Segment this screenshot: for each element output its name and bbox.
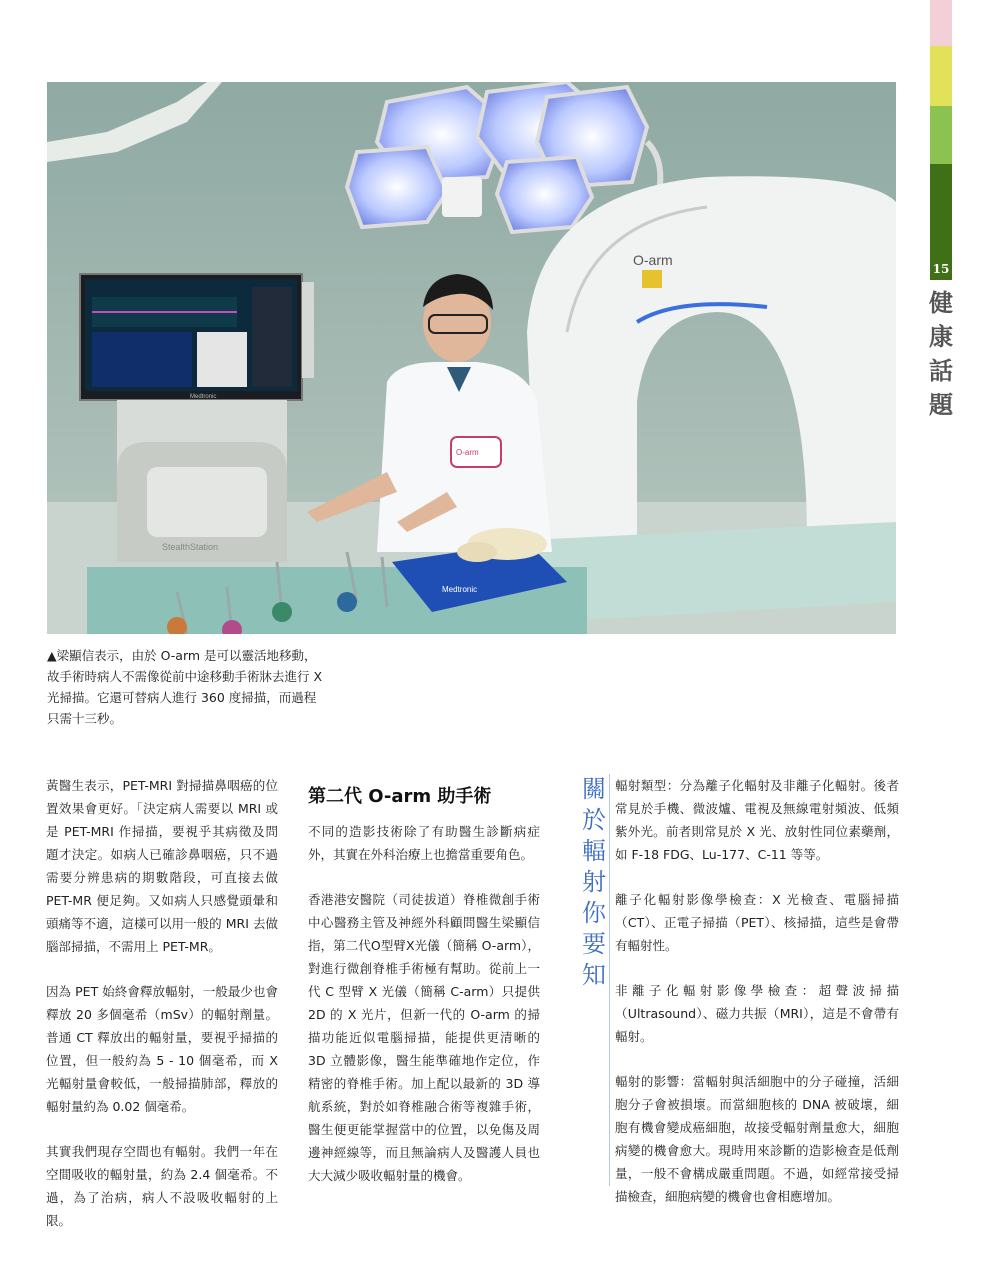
paragraph: 其實我們現存空間也有輻射。我們一年在空間吸收的輻射量，約為 2.4 個毫希。不過，為了治病，病人不設吸收輻射的上限。 (46, 1144, 278, 1228)
page-number: 15 (930, 258, 952, 280)
color-tab-pink (930, 0, 952, 46)
info-box-divider (609, 774, 610, 1186)
info-box-title-char: 你 (582, 899, 606, 927)
operating-room-illustration (47, 82, 896, 634)
section-title-char: 題 (929, 390, 953, 419)
color-tab-dark-green (930, 164, 952, 258)
info-box-title-char: 於 (582, 806, 606, 834)
color-tab-yellow (930, 46, 952, 106)
o-arm-gantry-label: O-arm (633, 252, 673, 268)
paragraph: 輻射的影響：當輻射與活細胞中的分子碰撞，活細胞分子會被損壞。而當細胞核的 DNA 被破壞，細胞有機會變成癌細胞，故接受輻射劑量愈大，細胞病變的機會愈大。現時用來診斷的造影檢查是低劑量，一般不會構成嚴重問題。不過，如經常接受掃描檢查，細胞病變的機會也會相應增加。 (615, 1074, 899, 1204)
photo-caption: ▲梁顯信表示，由於 O-arm 是可以靈活地移動，故手術時病人不需像從前中途移動手術牀去進行 X 光掃描。它還可替病人進行 360 度掃描，而過程只需十三秒。 (47, 648, 323, 726)
info-box-title-char: 輻 (582, 837, 606, 865)
paragraph: 因為 PET 始終會釋放輻射，一般最少也會釋放 20 多個毫希（mSv）的輻射劑量。普通 CT 釋放出的輻射量，要視乎掃描的位置，但一般約為 5 - 10 個毫希，而 X 光輻射量會較低，一般掃描肺部，釋放的輻射量約為 0.02 個毫希。 (46, 984, 278, 1114)
color-tab-light-green (930, 106, 952, 164)
section-heading: 第二代 O-arm 助手術 (308, 786, 492, 807)
paragraph: 香港港安醫院（司徒拔道）脊椎微創手術中心醫務主管及神經外科顧問醫生梁顯信指，第二代O型臂X光儀（簡稱 O-arm），對進行微創脊椎手術極有幫助。從前上一代 C 型臂 X 光儀（簡稱 C-arm）只提供 2D 的 X 光片，但新一代的 O-arm 的掃描功能近似電腦掃描，能提供更清晰的 3D 立體影像，醫生能準確地作定位，作精密的脊椎手術。加上配以最新的 3D 導航系統，對於如脊椎融合術等複雜手術，醫生便更能掌握當中的位置，以免傷及周邊神經線等，而且無論病人及醫護人員也大大減少吸收輻射量的機會。 (308, 892, 540, 1183)
stealthstation-cart (117, 400, 287, 562)
section-title-char: 健 (929, 288, 953, 317)
info-box-title-char: 知 (582, 961, 606, 989)
section-title-char: 康 (929, 322, 953, 351)
article-column-2 (308, 774, 540, 1209)
section-title (926, 286, 956, 422)
paragraph: 黃醫生表示，PET-MRI 對掃描鼻咽癌的位置效果會更好。「決定病人需要以 MRI 或是 PET-MRI 作掃描，要視乎其病徵及問題才決定。如病人已確診鼻咽癌，只不過需要分辨患病的期數階段，可直接去做 PET-MR 便足夠。又如病人只感覺頭暈和頭痛等不適，這樣可以用一般的 MRI 去做腦部掃描，不需用上 PET-MR。 (46, 778, 278, 954)
paragraph: 輻射類型：分為離子化輻射及非離子化輻射。後者常見於手機、微波爐、電視及無線電射頻波、低頻紫外光。前者則常見於 X 光、放射性同位素藥劑，如 F-18 FDG、Lu-177、C-11 等等。 (615, 778, 899, 862)
stealthstation-label: StealthStation (162, 542, 219, 552)
navigation-monitor (80, 274, 314, 400)
coat-badge-label: O-arm (456, 448, 479, 457)
info-box-column (615, 774, 899, 1230)
tray-brand: Medtronic (442, 585, 478, 594)
operating-room-photo (47, 82, 896, 634)
paragraph: 離子化輻射影像學檢查：X 光檢查、電腦掃描（CT）、正電子掃描（PET）、核掃描，這些是會帶有輻射性。 (615, 892, 899, 953)
monitor-brand: Medtronic (190, 394, 217, 400)
info-box-title (578, 774, 610, 991)
info-box-title-char: 關 (582, 775, 606, 803)
info-box-title-char: 射 (582, 868, 606, 896)
paragraph: 不同的造影技術除了有助醫生診斷病症外，其實在外科治療上也擔當重要角色。 (308, 824, 540, 862)
article-column-1 (46, 774, 278, 1254)
section-title-char: 話 (929, 356, 953, 385)
info-box-title-char: 要 (582, 930, 606, 958)
paragraph: 非離子化輻射影像學檢查：超聲波掃描（Ultrasound）、磁力共振（MRI），這是不會帶有輻射。 (615, 983, 899, 1044)
